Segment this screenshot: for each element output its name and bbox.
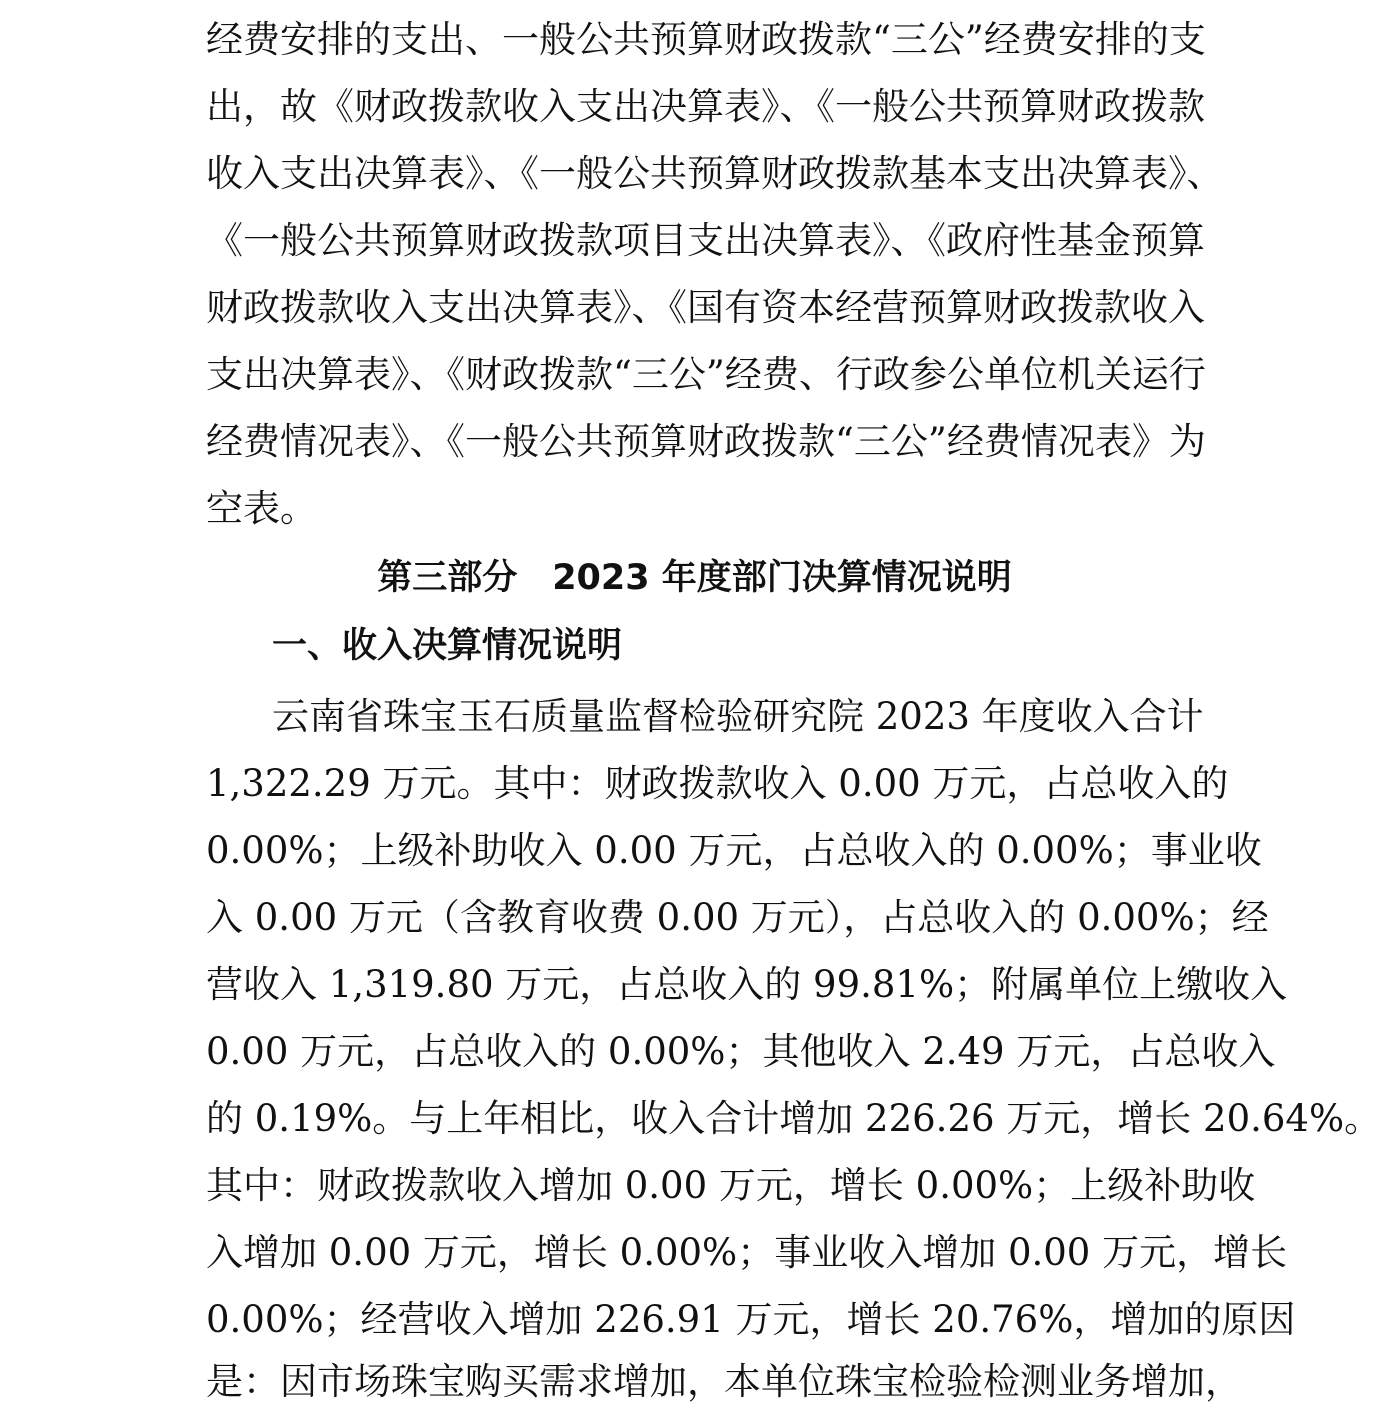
paragraph-line: 财政拨款收入支出决算表》、《国有资本经营预算财政拨款收入 <box>206 286 1205 329</box>
paragraph-line: 经费情况表》、《一般公共预算财政拨款“三公”经费情况表》为 <box>206 420 1206 463</box>
paragraph-line: 是：因市场珠宝购买需求增加，本单位珠宝检验检测业务增加， <box>206 1360 1242 1403</box>
paragraph-line: 1,322.29 万元。其中：财政拨款收入 0.00 万元，占总收入的 <box>206 762 1229 805</box>
paragraph-line: 0.00%；上级补助收入 0.00 万元，占总收入的 0.00%；事业收 <box>206 829 1262 872</box>
paragraph-line: 出，故《财政拨款收入支出决算表》、《一般公共预算财政拨款 <box>206 85 1205 128</box>
paragraph-line: 其中：财政拨款收入增加 0.00 万元，增长 0.00%；上级补助收 <box>206 1164 1256 1207</box>
paragraph-line: 入增加 0.00 万元，增长 0.00%；事业收入增加 0.00 万元，增长 <box>206 1231 1288 1274</box>
paragraph-line: 入 0.00 万元（含教育收费 0.00 万元），占总收入的 0.00%；经 <box>206 896 1269 939</box>
paragraph-line: 的 0.19%。与上年相比，收入合计增加 226.26 万元，增长 20.64%。 <box>206 1097 1382 1140</box>
paragraph-line: 支出决算表》、《财政拨款“三公”经费、行政参公单位机关运行 <box>206 353 1206 396</box>
paragraph-line: 0.00 万元，占总收入的 0.00%；其他收入 2.49 万元，占总收入 <box>206 1030 1276 1073</box>
paragraph-line: 收入支出决算表》、《一般公共预算财政拨款基本支出决算表》、 <box>206 152 1224 195</box>
paragraph-line: 0.00%；经营收入增加 226.91 万元，增长 20.76%，增加的原因 <box>206 1298 1296 1341</box>
paragraph-line: 《一般公共预算财政拨款项目支出决算表》、《政府性基金预算 <box>206 219 1205 262</box>
paragraph-line: 云南省珠宝玉石质量监督检验研究院 2023 年度收入合计 <box>272 695 1204 738</box>
paragraph-line: 营收入 1,319.80 万元，占总收入的 99.81%；附属单位上缴收入 <box>206 963 1288 1006</box>
section-heading: 一、收入决算情况说明 <box>272 626 623 666</box>
paragraph-line: 空表。 <box>206 487 317 530</box>
paragraph-line: 经费安排的支出、一般公共预算财政拨款“三公”经费安排的支 <box>206 18 1206 61</box>
part-heading: 第三部分 2023 年度部门决算情况说明 <box>377 558 1012 598</box>
